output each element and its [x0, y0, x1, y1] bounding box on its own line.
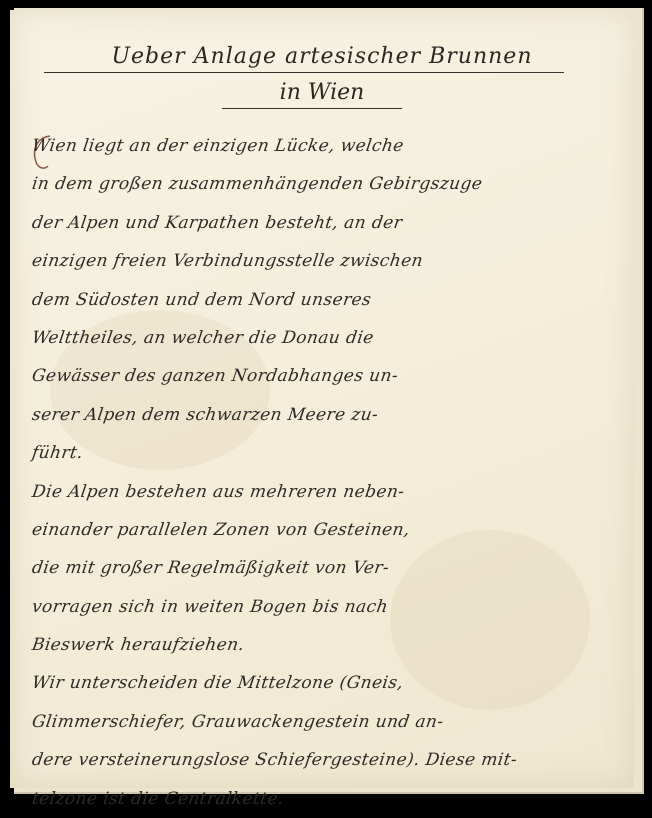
manuscript-line: serer Alpen dem schwarzen Meere zu-: [30, 404, 380, 425]
manuscript-page: [10, 10, 634, 809]
manuscript-line: Wien liegt an der einzigen Lücke, welche: [30, 136, 406, 156]
manuscript-line: Wir unterscheiden die Mittelzone (Gneis,: [30, 673, 405, 694]
manuscript-line: Die Alpen bestehen aus mehreren neben-: [30, 481, 406, 502]
manuscript-line: einzigen freien Verbindungsstelle zwischen: [30, 251, 425, 272]
manuscript-line: telzone ist die Centralkette.: [30, 788, 286, 809]
manuscript-line: Bieswerk heraufziehen.: [30, 635, 246, 656]
manuscript-line: einander parallelen Zonen von Gesteinen,: [30, 519, 412, 540]
manuscript-line: Gewässer des ganzen Nordabhanges un-: [30, 366, 400, 387]
document-subtitle: in Wien: [279, 80, 365, 105]
manuscript-body: [32, 127, 622, 818]
manuscript-line: dem Südosten und dem Nord unseres: [30, 289, 373, 310]
manuscript-line: Welttheiles, an welcher die Donau die: [30, 327, 376, 348]
manuscript-line: vorragen sich in weiten Bogen bis nach: [30, 596, 390, 617]
manuscript-line: der Alpen und Karpathen besteht, an der: [30, 212, 404, 233]
manuscript-line: Glimmerschiefer, Grauwackengestein und an-: [30, 711, 445, 732]
manuscript-line: führt.: [30, 443, 85, 464]
manuscript-line: die mit großer Regelmäßigkeit von Ver-: [30, 558, 391, 579]
manuscript-line: dere versteinerungslose Schiefergesteine). Diese mit-: [30, 750, 519, 771]
manuscript-line: in dem großen zusammenhängenden Gebirgszuge: [30, 174, 484, 195]
document-title: Ueber Anlage artesischer Brunnen: [111, 44, 533, 69]
title-underline: [44, 72, 564, 73]
subtitle-underline: [222, 108, 402, 109]
